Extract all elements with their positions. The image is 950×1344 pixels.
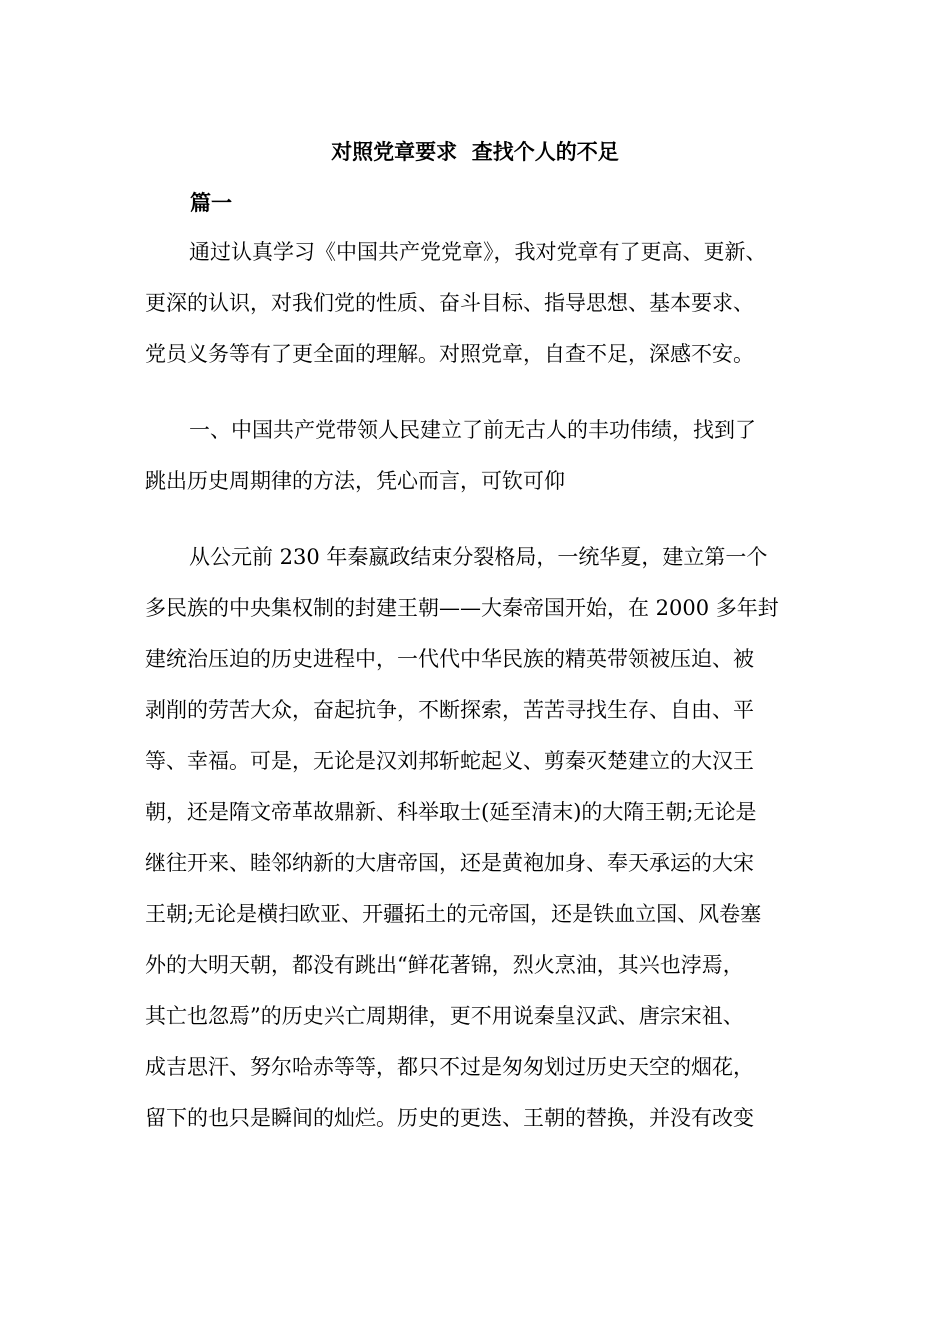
paragraph-line: 其亡也忽焉”的历史兴亡周期律，更不用说秦皇汉武、唐宗宋祖、 xyxy=(145,1004,744,1028)
paragraph-line: 一、中国共产党带领人民建立了前无古人的丰功伟绩，找到了 xyxy=(189,418,756,442)
paragraph-line: 继往开来、睦邻纳新的大唐帝国，还是黄袍加身、奉天承运的大宋 xyxy=(145,851,754,875)
paragraph-history xyxy=(145,532,805,1144)
paragraph-line: 剥削的劳苦大众，奋起抗争，不断探索，苦苦寻找生存、自由、平 xyxy=(145,698,754,722)
paragraph-line: 党员义务等有了更全面的理解。对照党章，自查不足，深感不安。 xyxy=(145,342,754,366)
paragraph-line: 王朝;无论是横扫欧亚、开疆拓土的元帝国，还是铁血立国、风卷塞 xyxy=(145,902,762,926)
paragraph-line: 从公元前 230 年秦嬴政结束分裂格局，一统华夏，建立第一个 xyxy=(189,545,768,569)
paragraph-line: 外的大明天朝，都没有跳出“鲜花著锦，烈火烹油，其兴也浡焉， xyxy=(145,953,744,977)
document-title: 对照党章要求 查找个人的不足 xyxy=(331,139,619,164)
paragraph-line: 等、幸福。可是，无论是汉刘邦斩蛇起义、剪秦灭楚建立的大汉王 xyxy=(145,749,754,773)
paragraph-line: 留下的也只是瞬间的灿烂。历史的更迭、王朝的替换，并没有改变 xyxy=(145,1106,754,1130)
paragraph-line: 更深的认识，对我们党的性质、奋斗目标、指导思想、基本要求、 xyxy=(145,291,754,315)
paragraph-line: 通过认真学习《中国共产党党章》，我对党章有了更高、更新、 xyxy=(189,240,767,264)
paragraph-line: 成吉思汗、努尔哈赤等等，都只不过是匆匆划过历史天空的烟花， xyxy=(145,1055,754,1079)
paragraph-intro xyxy=(145,227,805,380)
paragraph-line: 建统治压迫的历史进程中，一代代中华民族的精英带领被压迫、被 xyxy=(145,647,754,671)
paragraph-line: 跳出历史周期律的方法，凭心而言，可钦可仰 xyxy=(145,469,565,493)
section-label: 篇一 xyxy=(190,190,232,215)
paragraph-heading-one xyxy=(145,405,805,507)
paragraph-line: 朝，还是隋文帝革故鼎新、科举取士(延至清末)的大隋王朝;无论是 xyxy=(145,800,757,824)
paragraph-line: 多民族的中央集权制的封建王朝——大秦帝国开始，在 2000 多年封 xyxy=(145,596,779,620)
